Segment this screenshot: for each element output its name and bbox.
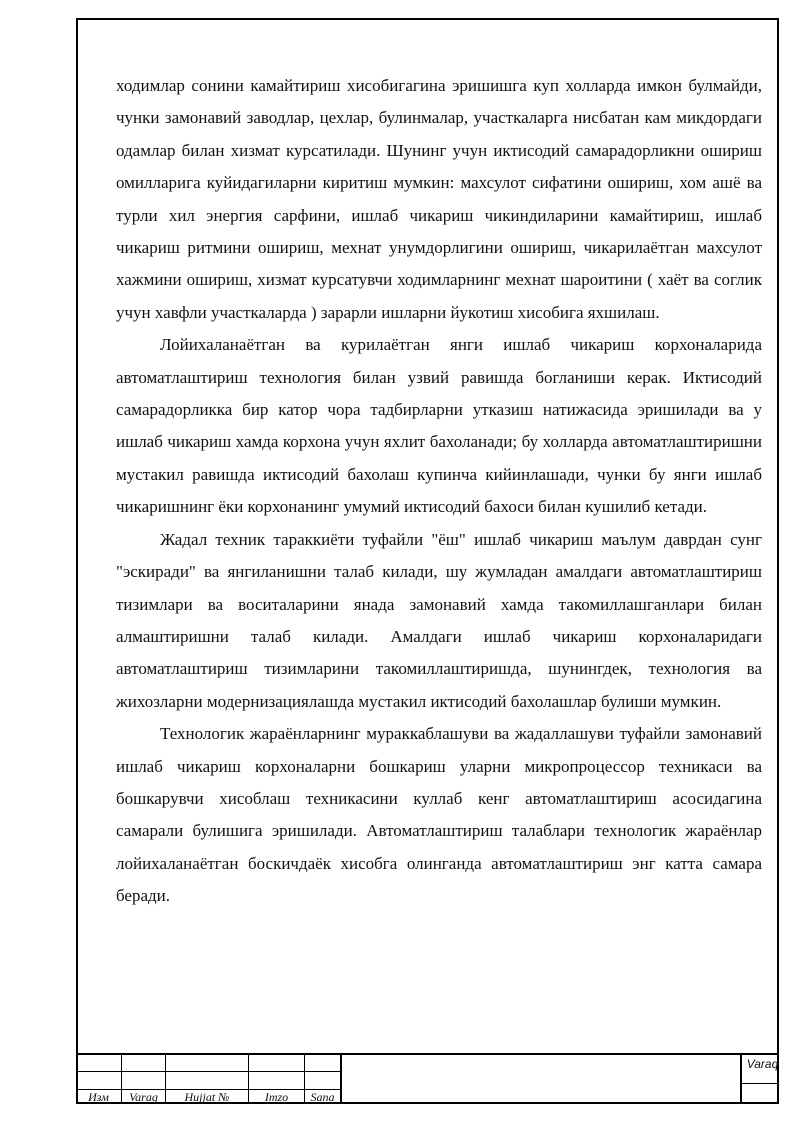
stamp-label-hujjat: Hujjat № <box>184 1090 230 1104</box>
stamp-label-imzo: Imzo <box>264 1090 289 1104</box>
paragraph-1: ходимлар сонини камайтириш хисобигагина эришишга куп холларда имкон булмайди, чунки замонавий заводлар, цехлар, булинмалар, участкаларга нисбатан кам микдордаги одамлар билан хизмат курсатилади. Шунинг учун иктисодий самарадорликни ошириш омилларига куйидагиларни киритиш мумкин: махсулот сифатини ошириш, хом ашё ва турли хил энергия сарфини, ишлаб чикариш чикиндиларини камайтириш, ишлаб чикариш ритмини ошириш, мехнат унумдорлигини ошириш, чикарилаётган махсулот хажмини ошириш, хизмат курсатувчи ходимларнинг мехнат шароитини ( хаёт ва соглик учун хавфли участкаларда ) зарарли ишларни йукотиш хисобига яхшилаш. <box>116 76 762 322</box>
stamp-right-line <box>741 1083 779 1084</box>
document-body <box>116 70 762 913</box>
paragraph-3: Жадал техник тараккиёти туфайли "ёш" ишлаб чикариш маълум даврдан сунг "эскиради" ва янгиланишни талаб килади, шу жумладан амалдаги автоматлаштириш тизимлари ва воситаларини янада замонавий хамда такомиллашганлари билан алмаштиришни талаб килади. Амалдаги ишлаб чикариш корхоналаридаги автоматлаштириш тизимларини такомиллаштиришда, шунингдек, технология ва жихозларни модернизациялашда мустакил иктисодий бахолашлар булиши мумкин. <box>116 529 762 711</box>
title-block-stamp <box>76 1053 779 1104</box>
stamp-col-line-6 <box>740 1053 742 1104</box>
stamp-label-varaq: Varaq <box>129 1090 158 1104</box>
paragraph-4: Технологик жараёнларнинг мураккаблашуви ва жадаллашуви туфайли замонавий ишлаб чикариш корхоналарни бошкариш уларни микропроцессор техникаси ва бошкарувчи хисоблаш техникасини куллаб кенг автоматлаштириш асосидагина самарали булишига эришилади. Автоматлаштириш талаблари технологик жараёнлар лойихаланаётган боскичдаёк хисобга олинганда автоматлаштириш энг катта самара беради. <box>116 724 762 906</box>
stamp-top-border <box>76 1053 779 1055</box>
stamp-label-izm: Изм <box>88 1090 109 1104</box>
stamp-col-line-5 <box>340 1053 342 1104</box>
paragraph-2: Лойихаланаётган ва курилаётган янги ишлаб чикариш корхоналарида автоматлаштириш технология билан узвий равишда богланиши керак. Иктисодий самарадорликка бир катор чора тадбирларни утказиш натижасида эришилади ва у ишлаб чикариш хамда корхона учун яхлит бахоланади; бу холларда автоматлаштиришни мустакил равишда иктисодий бахолаш купинча кийинлашади, чунки бу янги ишлаб чикаришнинг ёки корхонанинг умумий иктисодий бахоси билан кушилиб кетади. <box>116 335 762 517</box>
stamp-page-label: Varaq <box>746 1057 779 1071</box>
stamp-row-line-1 <box>76 1071 341 1072</box>
stamp-label-sana: Sana <box>310 1090 335 1104</box>
